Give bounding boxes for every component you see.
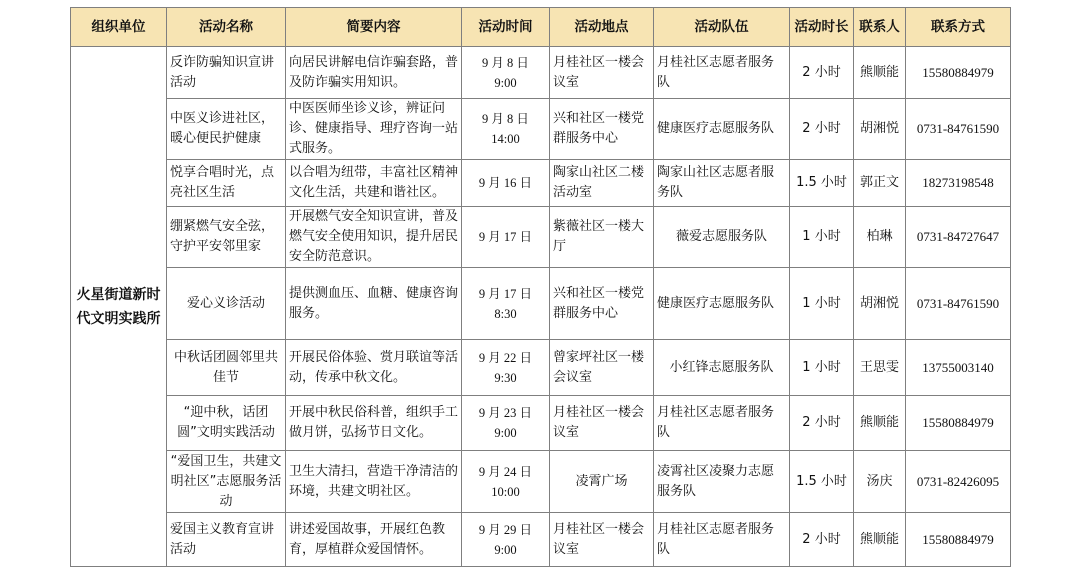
activity-hour: 8:30 [494, 306, 517, 321]
activity-contact: 郭正文 [854, 160, 906, 207]
activity-name: 爱心义诊活动 [167, 268, 286, 340]
header-row [71, 8, 1011, 47]
table-row [71, 340, 1011, 396]
activity-time [462, 47, 550, 99]
header-phone: 联系方式 [906, 8, 1011, 47]
activity-location: 紫薇社区一楼大厅 [550, 207, 654, 268]
activity-content: 开展中秋民俗科普，组织手工做月饼，弘扬节日文化。 [286, 396, 462, 451]
activity-content: 卫生大清扫，营造干净清洁的环境，共建文明社区。 [286, 451, 462, 513]
activity-phone: 15580884979 [906, 396, 1011, 451]
activity-hour: 9:00 [494, 542, 517, 557]
activity-content: 讲述爱国故事，开展红色教育，厚植群众爱国情怀。 [286, 513, 462, 567]
activity-hour: 9:00 [494, 426, 517, 440]
activity-duration: 1 小时 [790, 207, 854, 268]
activity-hour: 10:00 [491, 484, 520, 499]
activity-time [462, 99, 550, 160]
activity-contact: 熊顺能 [854, 47, 906, 99]
table-row [71, 207, 1011, 268]
activity-time [462, 396, 550, 451]
activity-date: 9 月 24 日 [478, 464, 533, 479]
activity-duration: 1.5 小时 [790, 160, 854, 207]
table-row [71, 513, 1011, 567]
table-row [71, 451, 1011, 513]
activity-location: 月桂社区一楼会议室 [550, 396, 654, 451]
activity-time [462, 340, 550, 396]
activity-phone: 0731-84761590 [906, 99, 1011, 160]
activity-team: 健康医疗志愿服务队 [654, 268, 790, 340]
activity-schedule [70, 7, 1011, 567]
activity-duration: 1.5 小时 [790, 451, 854, 513]
activity-name: “迎中秋，话团圆”文明实践活动 [167, 396, 286, 451]
activity-content: 向居民讲解电信诈骗套路，普及防诈骗实用知识。 [286, 47, 462, 99]
activity-location: 兴和社区一楼党群服务中心 [550, 99, 654, 160]
activity-duration: 2 小时 [790, 513, 854, 567]
activity-team: 月桂社区志愿者服务队 [654, 396, 790, 451]
activity-hour: 14:00 [491, 132, 520, 146]
activity-location: 兴和社区一楼党群服务中心 [550, 268, 654, 340]
activity-hour: 9:00 [494, 75, 517, 90]
activity-name: “爱国卫生，共建文明社区”志愿服务活动 [167, 451, 286, 513]
activity-contact: 汤庆 [854, 451, 906, 513]
activity-duration: 2 小时 [790, 99, 854, 160]
table-row [71, 268, 1011, 340]
activity-time [462, 207, 550, 268]
activity-duration: 1 小时 [790, 268, 854, 340]
activity-date: 9 月 17 日 [478, 286, 533, 301]
activity-phone: 15580884979 [906, 513, 1011, 567]
activity-team: 健康医疗志愿服务队 [654, 99, 790, 160]
activity-name: 绷紧燃气安全弦，守护平安邻里家 [167, 207, 286, 268]
activity-date: 9 月 17 日 [478, 230, 533, 244]
header-content: 简要内容 [286, 8, 462, 47]
activity-location: 月桂社区一楼会议室 [550, 513, 654, 567]
activity-table [70, 7, 1011, 567]
activity-name: 悦享合唱时光，点亮社区生活 [167, 160, 286, 207]
activity-duration: 2 小时 [790, 396, 854, 451]
header-location: 活动地点 [550, 8, 654, 47]
header-activity-name: 活动名称 [167, 8, 286, 47]
activity-phone: 18273198548 [906, 160, 1011, 207]
activity-time [462, 268, 550, 340]
activity-duration: 1 小时 [790, 340, 854, 396]
header-team: 活动队伍 [654, 8, 790, 47]
activity-team: 陶家山社区志愿者服务队 [654, 160, 790, 207]
activity-contact: 熊顺能 [854, 513, 906, 567]
activity-phone: 0731-84727647 [906, 207, 1011, 268]
activity-contact: 王思雯 [854, 340, 906, 396]
activity-content: 中医医师坐诊义诊，辨证问诊、健康指导、理疗咨询一站式服务。 [286, 99, 462, 160]
activity-date: 9 月 16 日 [478, 176, 533, 190]
activity-contact: 胡湘悦 [854, 99, 906, 160]
activity-content: 开展燃气安全知识宣讲，普及燃气安全使用知识，提升居民安全防范意识。 [286, 207, 462, 268]
activity-team: 小红锋志愿服务队 [654, 340, 790, 396]
header-duration: 活动时长 [790, 8, 854, 47]
activity-date: 9 月 8 日 [482, 55, 529, 70]
activity-duration: 2 小时 [790, 47, 854, 99]
header-contact: 联系人 [854, 8, 906, 47]
activity-location: 凌霄广场 [550, 451, 654, 513]
activity-name: 中秋话团圆邻里共佳节 [167, 340, 286, 396]
activity-content: 以合唱为纽带，丰富社区精神文化生活，共建和谐社区。 [286, 160, 462, 207]
activity-team: 月桂社区志愿者服务队 [654, 47, 790, 99]
table-row [71, 396, 1011, 451]
table-row [71, 47, 1011, 99]
activity-date: 9 月 23 日 [478, 406, 533, 420]
activity-team: 月桂社区志愿者服务队 [654, 513, 790, 567]
activity-content: 提供测血压、血糖、健康咨询服务。 [286, 268, 462, 340]
activity-time [462, 160, 550, 207]
activity-name: 爱国主义教育宣讲活动 [167, 513, 286, 567]
activity-time [462, 451, 550, 513]
organization-cell: 火星街道新时代文明实践所 [71, 47, 167, 567]
activity-location: 陶家山社区二楼活动室 [550, 160, 654, 207]
table-row [71, 99, 1011, 160]
activity-time [462, 513, 550, 567]
activity-contact: 柏琳 [854, 207, 906, 268]
activity-contact: 胡湘悦 [854, 268, 906, 340]
activity-name: 反诈防骗知识宣讲活动 [167, 47, 286, 99]
table-row [71, 160, 1011, 207]
activity-location: 月桂社区一楼会议室 [550, 47, 654, 99]
header-time: 活动时间 [462, 8, 550, 47]
activity-date: 9 月 22 日 [478, 350, 533, 365]
activity-hour: 9:30 [494, 370, 517, 385]
activity-location: 曾家坪社区一楼会议室 [550, 340, 654, 396]
activity-phone: 0731-82426095 [906, 451, 1011, 513]
activity-team: 薇爱志愿服务队 [654, 207, 790, 268]
header-organization: 组织单位 [71, 8, 167, 47]
activity-name: 中医义诊进社区，暖心便民护健康 [167, 99, 286, 160]
activity-contact: 熊顺能 [854, 396, 906, 451]
activity-phone: 0731-84761590 [906, 268, 1011, 340]
activity-phone: 15580884979 [906, 47, 1011, 99]
activity-date: 9 月 8 日 [482, 112, 529, 126]
activity-date: 9 月 29 日 [478, 522, 533, 537]
activity-team: 凌霄社区凌聚力志愿服务队 [654, 451, 790, 513]
activity-phone: 13755003140 [906, 340, 1011, 396]
activity-content: 开展民俗体验、赏月联谊等活动，传承中秋文化。 [286, 340, 462, 396]
